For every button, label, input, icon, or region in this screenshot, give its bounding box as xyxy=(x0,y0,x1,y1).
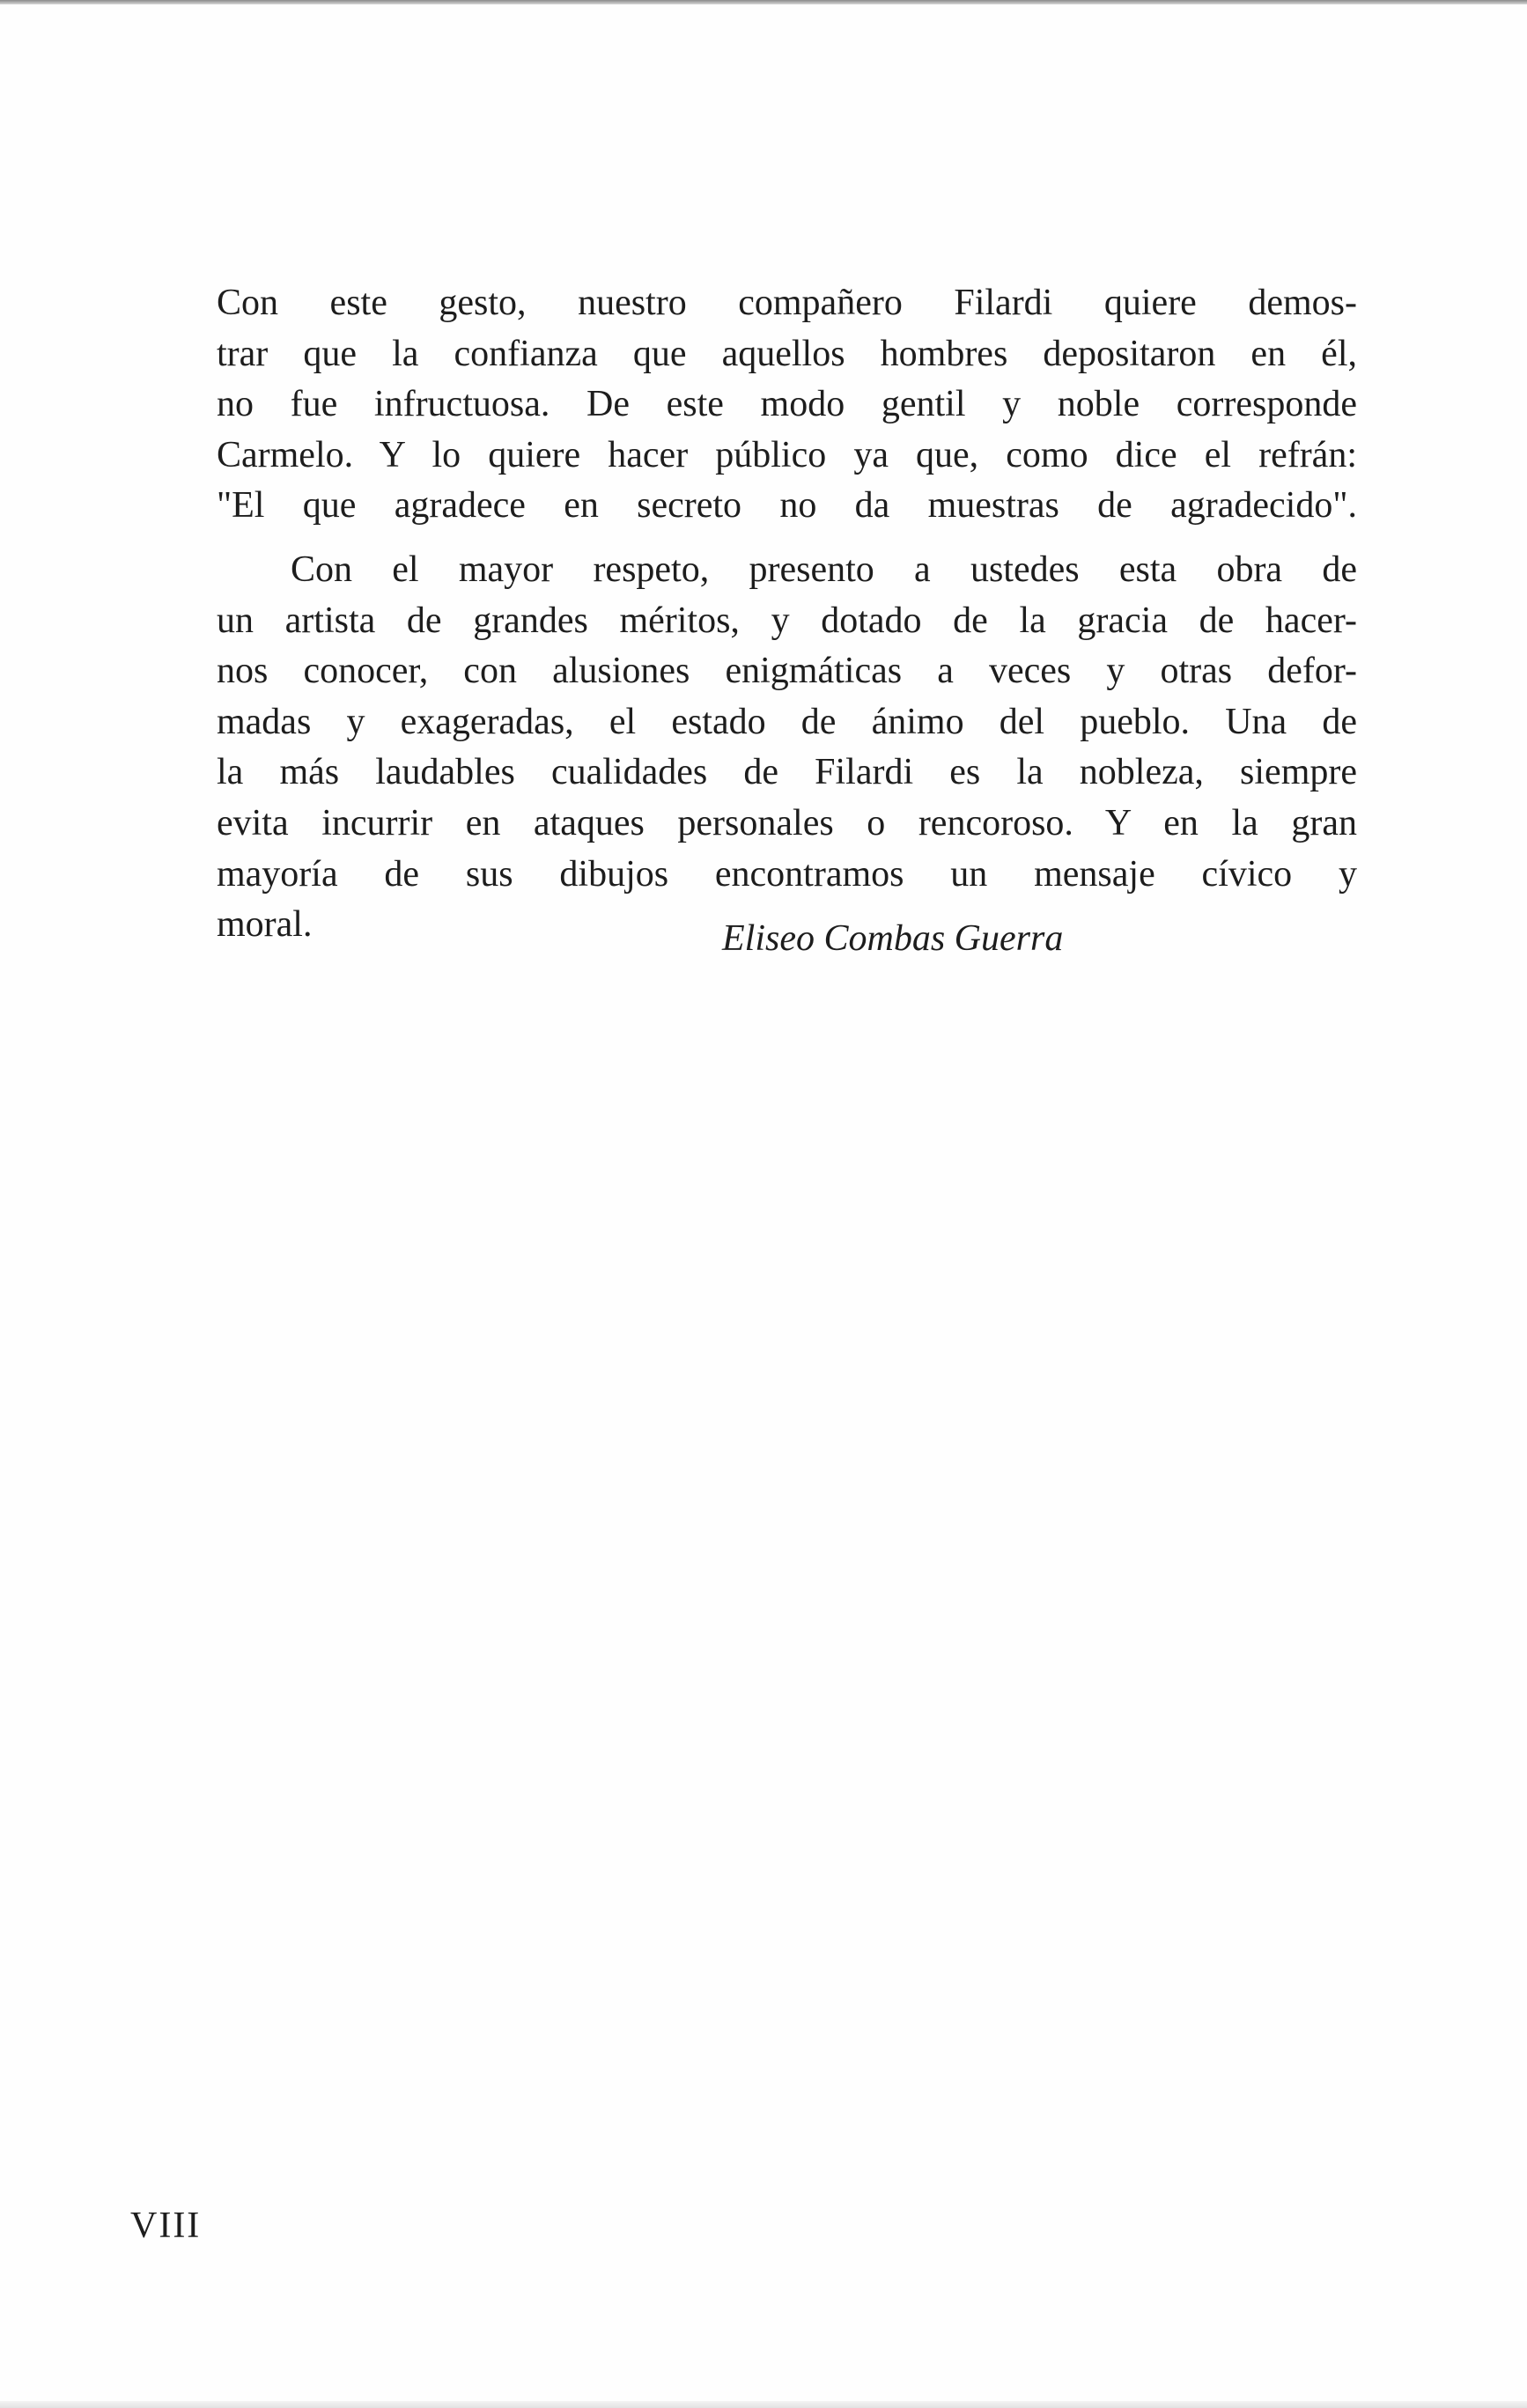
text-line: Con el mayor respeto, presento a ustedes esta obra de xyxy=(291,549,1357,590)
page-bottom-edge xyxy=(0,2401,1527,2408)
text-line: la más laudables cualidades de Filardi es la nobleza, siempre xyxy=(217,752,1357,793)
text-line: moral. xyxy=(217,904,313,946)
paragraph xyxy=(217,278,1357,532)
text-line: madas y exageradas, el estado de ánimo del pueblo. Una de xyxy=(217,701,1357,742)
text-line: no fue infructuosa. De este modo gentil y noble corresponde xyxy=(217,384,1357,425)
text-line: "El que agradece en secreto no da muestras de agradecido". xyxy=(217,485,1357,527)
page-number: VIII xyxy=(130,2205,202,2246)
text-line: nos conocer, con alusiones enigmáticas a veces y otras defor- xyxy=(217,651,1357,692)
author-signature: Eliseo Combas Guerra xyxy=(722,918,1064,959)
paragraph xyxy=(217,545,1357,951)
text-line: Con este gesto, nuestro compañero Filardi quiere demos- xyxy=(217,283,1357,323)
text-line: mayoría de sus dibujos encontramos un mensaje cívico y xyxy=(217,853,1357,895)
body-text xyxy=(217,278,1357,951)
text-line: trar que la confianza que aquellos hombres depositaron en él, xyxy=(217,333,1357,374)
text-line: un artista de grandes méritos, y dotado de la gracia de hacer- xyxy=(217,600,1357,641)
paragraph-gap xyxy=(217,532,1357,545)
text-line: Carmelo. Y lo quiere hacer público ya que, como dice el refrán: xyxy=(217,434,1357,475)
page-top-edge xyxy=(0,0,1527,4)
text-line: evita incurrir en ataques personales o rencoroso. Y en la gran xyxy=(217,802,1357,843)
